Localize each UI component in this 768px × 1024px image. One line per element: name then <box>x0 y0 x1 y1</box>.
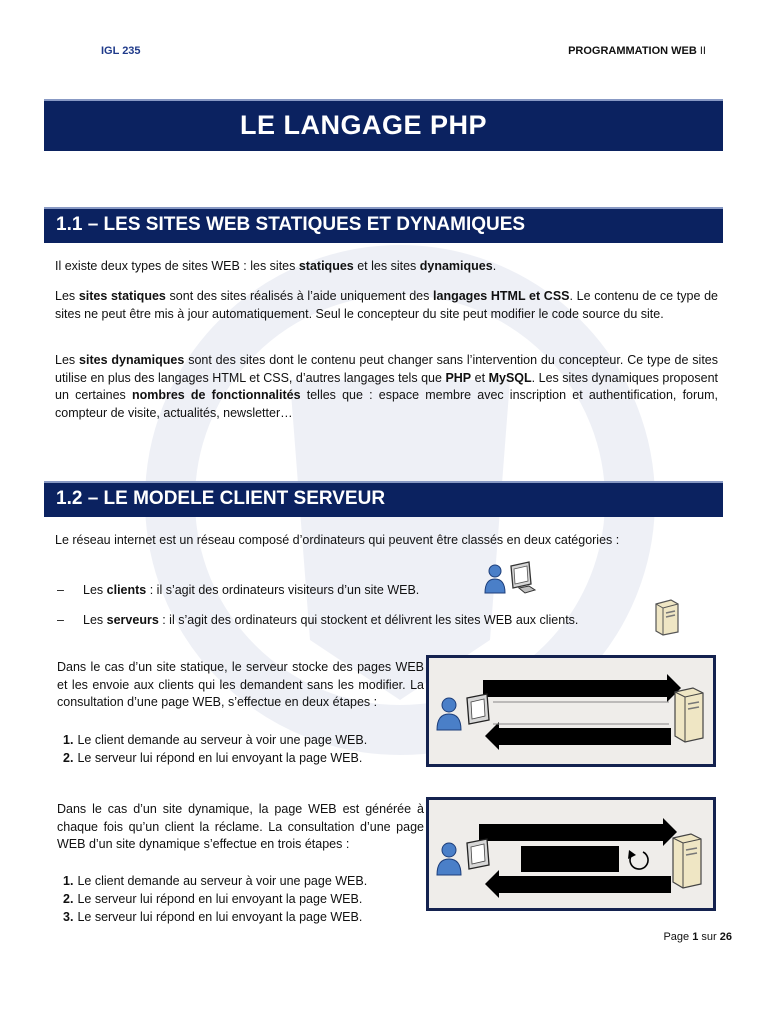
client-icon <box>437 839 489 875</box>
paragraph-dynamic-sites <box>55 352 718 422</box>
bold-run: MySQL <box>488 370 532 385</box>
request-arrow <box>483 680 667 697</box>
text-run: . <box>492 259 497 273</box>
static-site-diagram <box>426 655 716 767</box>
static-site-text: Dans le cas d’un site statique, le serveur stocke des pages WEB et les envoie aux clients qui les demandent sans les modifier. La consultation d’une page WEB, s’effectue en deux étapes : <box>57 660 424 709</box>
footer-text: Page <box>663 931 693 943</box>
step-item <box>63 872 367 890</box>
user-computer-icon <box>483 560 545 596</box>
step-text: Le serveur lui répond en lui envoyant la page WEB. <box>77 910 363 924</box>
dynamic-site-text: Dans le cas d’un site dynamique, la page WEB est générée à chaque fois qu’un client la réclame. La consultation d’une page WEB d’un site dynamique s’effectue en trois étapes : <box>57 802 424 851</box>
step-text: Le serveur lui répond en lui envoyant la page WEB. <box>77 751 363 765</box>
bold-run: sites dynamiques <box>79 353 185 367</box>
text-run: . Le contenu de ce type de sites ne peut être mis à jour automatiquement. Seul le concepteur du site peut modifier le code source du site. <box>55 289 718 321</box>
response-arrow <box>499 728 671 745</box>
bold-run: clients <box>106 583 147 597</box>
bullet-clients <box>57 582 419 599</box>
paragraph-static-sites <box>55 288 718 323</box>
dynamic-site-diagram <box>426 797 716 911</box>
bullet-servers <box>57 612 578 629</box>
static-flow-diagram <box>429 658 713 764</box>
text-run: Les <box>55 289 79 303</box>
text-run: sont des sites dont le contenu peut changer sans l’intervention du concepteur. Ce type de sites utilise en plus des langages HTML et CSS, d’autres langages tels que <box>55 353 718 385</box>
section-1-band <box>44 207 723 243</box>
step-number: 3. <box>63 910 74 924</box>
client-icon <box>437 694 489 730</box>
text-run: et les sites <box>353 259 420 273</box>
course-code: IGL 235 <box>101 45 141 57</box>
bold-run: langages HTML et CSS <box>433 289 570 303</box>
response-arrow <box>499 876 671 893</box>
text-run: Les <box>83 613 107 627</box>
bold-run: nombres de fonctionnalités <box>131 388 301 402</box>
step-text: Le client demande au serveur à voir une page WEB. <box>77 874 368 888</box>
step-text: Le client demande au serveur à voir une page WEB. <box>77 733 368 747</box>
server-tower-icon <box>651 598 681 636</box>
dynamic-flow-diagram <box>429 800 713 908</box>
step-number: 1. <box>63 733 74 747</box>
server-icon <box>673 834 701 888</box>
static-steps <box>63 731 367 767</box>
bold-run: dynamiques <box>419 259 493 273</box>
bullet-dash: – <box>57 583 64 597</box>
footer-text: sur <box>698 931 720 943</box>
dynamic-steps <box>63 872 367 926</box>
page-number: 1 <box>692 931 699 943</box>
bold-run: sites statiques <box>78 289 166 303</box>
course-title <box>568 45 706 57</box>
text-run: Les <box>83 583 107 597</box>
section-2-heading: 1.2 – LE MODELE CLIENT SERVEUR <box>56 488 386 509</box>
text-run: Il existe deux types de sites WEB : les sites <box>55 259 299 273</box>
text-run: sont des sites réalisés à l’aide uniquement des <box>165 289 434 303</box>
text-run: Les <box>55 353 80 367</box>
bullet-dash: – <box>57 613 64 627</box>
page-title: LE LANGAGE PHP <box>239 110 488 140</box>
text-run: telles que : espace membre avec inscription et authentification, forum, compteur de visite, actualités, newsletter… <box>55 388 718 420</box>
course-title-text: PROGRAMMATION WEB <box>568 45 697 57</box>
bold-run: statiques <box>298 259 354 273</box>
section-1-heading: 1.1 – LES SITES WEB STATIQUES ET DYNAMIQUES <box>56 214 526 235</box>
refresh-icon <box>628 850 648 869</box>
text-run: . Les sites dynamiques proposent un certaines <box>55 370 718 402</box>
request-arrow <box>479 824 663 841</box>
step-item <box>63 749 367 767</box>
step-number: 1. <box>63 874 74 888</box>
page-footer <box>663 931 732 943</box>
step-item <box>63 890 367 908</box>
title-band <box>44 99 723 151</box>
step-item <box>63 908 367 926</box>
server-icon <box>675 688 703 742</box>
step-number: 2. <box>63 892 74 906</box>
step-number: 2. <box>63 751 74 765</box>
bold-run: PHP <box>445 370 472 385</box>
paragraph-types <box>55 258 718 276</box>
step-item <box>63 731 367 749</box>
page-total: 26 <box>719 931 732 943</box>
text-run: : il s’agit des ordinateurs visiteurs d’un site WEB. <box>146 583 420 597</box>
processing-box <box>521 846 619 872</box>
section-2-band <box>44 481 723 517</box>
bold-run: serveurs <box>106 613 159 627</box>
paragraph-network-intro: Le réseau internet est un réseau composé d’ordinateurs qui peuvent être classés en deux catégories : <box>55 533 620 547</box>
course-title-roman: II <box>699 45 706 57</box>
text-run: et <box>471 370 489 385</box>
step-text: Le serveur lui répond en lui envoyant la page WEB. <box>77 892 363 906</box>
text-run: : il s’agit des ordinateurs qui stockent et délivrent les sites WEB aux clients. <box>158 613 579 627</box>
